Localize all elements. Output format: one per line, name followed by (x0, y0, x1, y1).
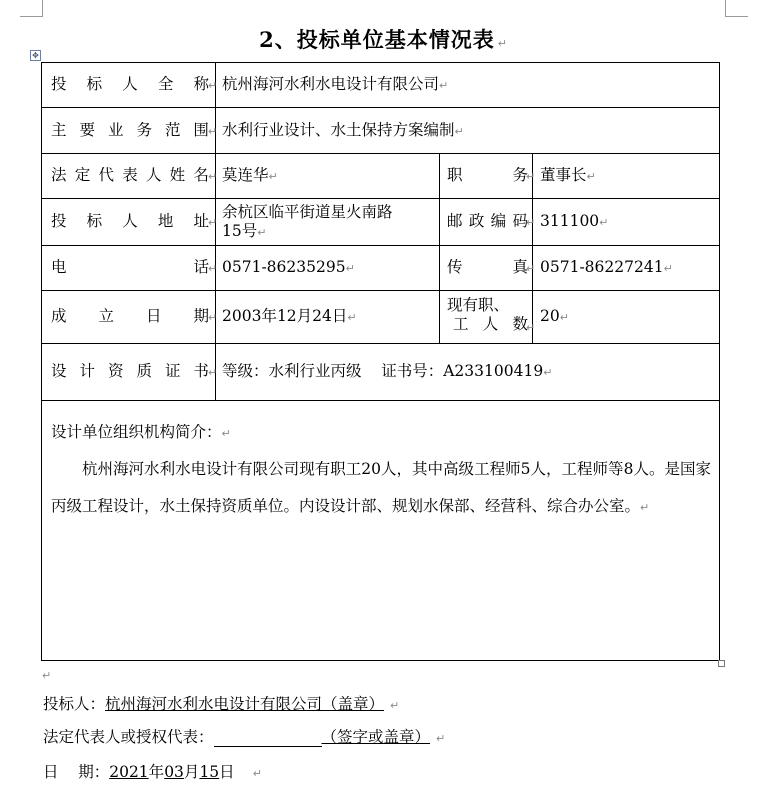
business-scope-value[interactable]: 水利行业设计、水土保持方案编制↵ (222, 121, 464, 139)
bidder-name-value[interactable]: 杭州海河水利水电设计有限公司↵ (222, 75, 449, 93)
postcode-label: 邮 政 编 码 (447, 212, 528, 230)
qualification-cert-value[interactable]: 等级：水利行业丙级 证书号：A233100419↵ (222, 362, 553, 380)
cell-end-mark-icon: ↵ (208, 170, 218, 183)
cell-end-mark-icon: ↵ (526, 262, 536, 275)
org-intro-heading: 设计单位组织机构简介： (51, 423, 222, 441)
paragraph-mark-icon: ↵ (497, 37, 508, 50)
title-text: 2、投标单位基本情况表 (259, 27, 495, 52)
position-value[interactable]: 董事长↵ (540, 166, 596, 184)
bidder-name-label: 投 标 人 全 称 (51, 75, 209, 93)
footer-date-line: 日 期：2021年03月15日 ↵ (43, 763, 262, 781)
bidder-seal-field[interactable]: 杭州海河水利水电设计有限公司（盖章） (105, 695, 385, 713)
cell-end-mark-icon: ↵ (208, 79, 218, 92)
footer-representative-line: 法定代表人或授权代表： （签字或盖章） ↵ (43, 728, 446, 746)
signature-field[interactable]: （签字或盖章） (214, 728, 431, 746)
cell-end-mark-icon: ↵ (208, 125, 218, 138)
staff-count-value[interactable]: 20↵ (540, 307, 569, 325)
legal-representative-value[interactable]: 莫连华↵ (222, 166, 278, 184)
org-intro-body: 杭州海河水利水电设计有限公司现有职工20人，其中高级工程师5人，工程师等8人。是国家丙级工程设计，水土保持资质单位。内设设计部、规划水保部、经营科、综合办公室。 (51, 460, 711, 515)
cell-end-mark-icon: ↵ (208, 216, 218, 229)
staff-count-label: 现有职、 工 人 数 (447, 296, 528, 333)
position-label: 职 务 (447, 166, 528, 184)
cell-end-mark-icon: ↵ (526, 216, 536, 229)
fax-value[interactable]: 0571-86227241↵ (540, 258, 673, 276)
phone-label: 电 话 (51, 258, 209, 276)
founded-date-value[interactable]: 2003年12月24日↵ (222, 307, 357, 325)
business-scope-label: 主 要 业 务 范 围 (51, 121, 209, 139)
qualification-cert-label: 设 计 资 质 证 书 (51, 362, 209, 380)
phone-value[interactable]: 0571-86235295↵ (222, 258, 355, 276)
founded-date-label: 成 立 日 期 (51, 307, 209, 325)
table-resize-handle[interactable] (718, 660, 725, 667)
address-label: 投 标 人 地 址 (51, 212, 209, 230)
cell-end-mark-icon: ↵ (208, 262, 218, 275)
date-year[interactable]: 2021 (109, 763, 149, 781)
date-month[interactable]: 03 (164, 763, 184, 781)
date-day[interactable]: 15 (199, 763, 220, 781)
postcode-value[interactable]: 311100↵ (540, 212, 609, 230)
cell-end-mark-icon: ↵ (526, 170, 536, 183)
org-intro[interactable]: 设计单位组织机构简介：↵ 杭州海河水利水电设计有限公司现有职工20人，其中高级工程师5人，工程师等8人。是国家丙级工程设计，水土保持资质单位。内设设计部、规划水保部、经营科、综合办公室。↵ (51, 423, 711, 515)
paragraph-mark-icon: ↵ (42, 669, 52, 682)
fax-label: 传 真 (447, 258, 528, 276)
cell-end-mark-icon: ↵ (526, 321, 536, 334)
address-value[interactable]: 余杭区临平街道星火南路 15号↵ (222, 203, 393, 240)
legal-representative-label: 法 定 代 表 人 姓 名 (51, 166, 209, 184)
cell-end-mark-icon: ↵ (208, 366, 218, 379)
footer-bidder-line: 投标人：杭州海河水利水电设计有限公司（盖章） ↵ (43, 695, 400, 713)
cell-end-mark-icon: ↵ (208, 311, 218, 324)
table-move-handle-icon[interactable]: ✥ (30, 50, 41, 61)
